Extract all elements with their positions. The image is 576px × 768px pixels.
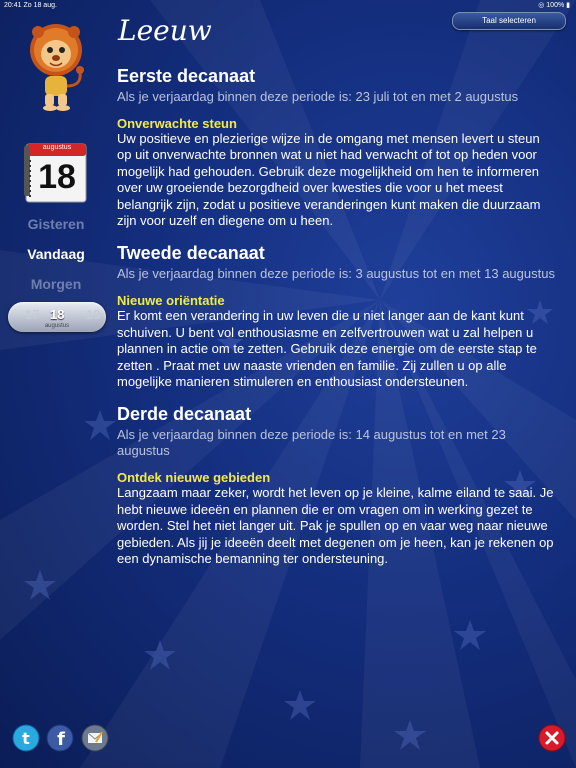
today-link[interactable]: Vandaag — [27, 246, 85, 262]
slider-next-day[interactable]: 19 — [86, 307, 101, 322]
svg-text:t: t — [22, 729, 30, 748]
section-period: Als je verjaardag binnen deze periode is: 3 augustus tot en met 13 augustus — [117, 266, 555, 282]
status-battery — [538, 0, 570, 12]
mail-icon[interactable] — [81, 724, 109, 752]
section-text: Uw positieve en plezierige wijze in de omgang met mensen levert u steun op uit onverwachte bronnen wat u niet had verwacht of tot op heden voor mogelijk had gehouden. Gebruik deze mogelijkheid om hen te informeren over uw groeiende bezorgdheid over kwesties die voor u het meest belangrijk zijn, zodat u positieve veranderingen kunt maken die duurzaam zijn voor uzelf en diegene om u heen. — [117, 131, 541, 229]
date-slider[interactable] — [8, 302, 106, 332]
calendar-icon[interactable] — [24, 140, 90, 204]
section-subtitle: Nieuwe oriëntatie — [117, 293, 225, 309]
yesterday-link[interactable]: Gisteren — [27, 216, 85, 232]
section-period: Als je verjaardag binnen deze periode is: 23 juli tot en met 2 augustus — [117, 89, 519, 104]
section-subtitle: Onverwachte steun — [117, 116, 237, 131]
battery-level: 100% — [546, 2, 565, 9]
svg-text:f: f — [57, 729, 65, 750]
battery-icon: ▮ — [566, 2, 570, 9]
section-period: Als je verjaardag binnen deze periode is: 14 augustus tot en met 23 augustus — [117, 427, 506, 459]
slider-prev-day[interactable]: 17 — [25, 307, 40, 322]
slider-month: augustus — [44, 323, 70, 329]
status-time-date: 20:41 Zo 18 aug. — [4, 2, 57, 9]
decanate-section — [117, 66, 557, 229]
facebook-icon[interactable] — [46, 724, 74, 752]
section-text: Langzaam maar zeker, wordt het leven op je kleine, kalme eiland te saai. Je hebt nieuwe ideeën en plannen die er om vragen om in werking gezet te worden. Stel het niet langer uit. Pak je spullen op en vaar weg naar nieuwe gebieden. Als jij je ideeën deelt met degenen om je heen, kan je rekenen op een dynamische bemanning ter ondersteuning. — [117, 485, 554, 567]
calendar-day: 18 — [38, 158, 76, 196]
decanate-section — [117, 243, 557, 390]
close-icon[interactable] — [538, 724, 566, 752]
section-subtitle: Ontdek nieuwe gebieden — [117, 470, 271, 486]
twitter-icon[interactable] — [12, 724, 40, 752]
section-title: Derde decanaat — [117, 404, 252, 425]
lion-mascot-icon — [18, 20, 94, 112]
section-title: Tweede decanaat — [117, 243, 265, 264]
decanate-section — [117, 404, 557, 567]
wifi-icon: ◎ — [538, 2, 545, 9]
section-text: Er komt een verandering in uw leven die u niet langer aan de kant kunt schuiven. U bent vol enthousiasme en zelfvertrouwen wat u zal helpen u plannen in actie om te zetten. Gebruik deze energie om de eerste stap te zetten . Praat met uw naaste vrienden en familie. Zij zullen u op alle mogelijke manieren stimuleren en enthousiast ondersteunen. — [117, 308, 537, 390]
page-title: Leeuw — [118, 14, 212, 47]
tomorrow-link[interactable]: Morgen — [30, 276, 82, 292]
section-title: Eerste decanaat — [117, 66, 256, 86]
horoscope-content — [117, 66, 557, 568]
slider-current-day: 18 — [50, 307, 65, 322]
language-select-button[interactable]: Taal selecteren — [452, 12, 566, 30]
status-bar — [0, 0, 576, 12]
calendar-month: augustus — [42, 144, 72, 151]
